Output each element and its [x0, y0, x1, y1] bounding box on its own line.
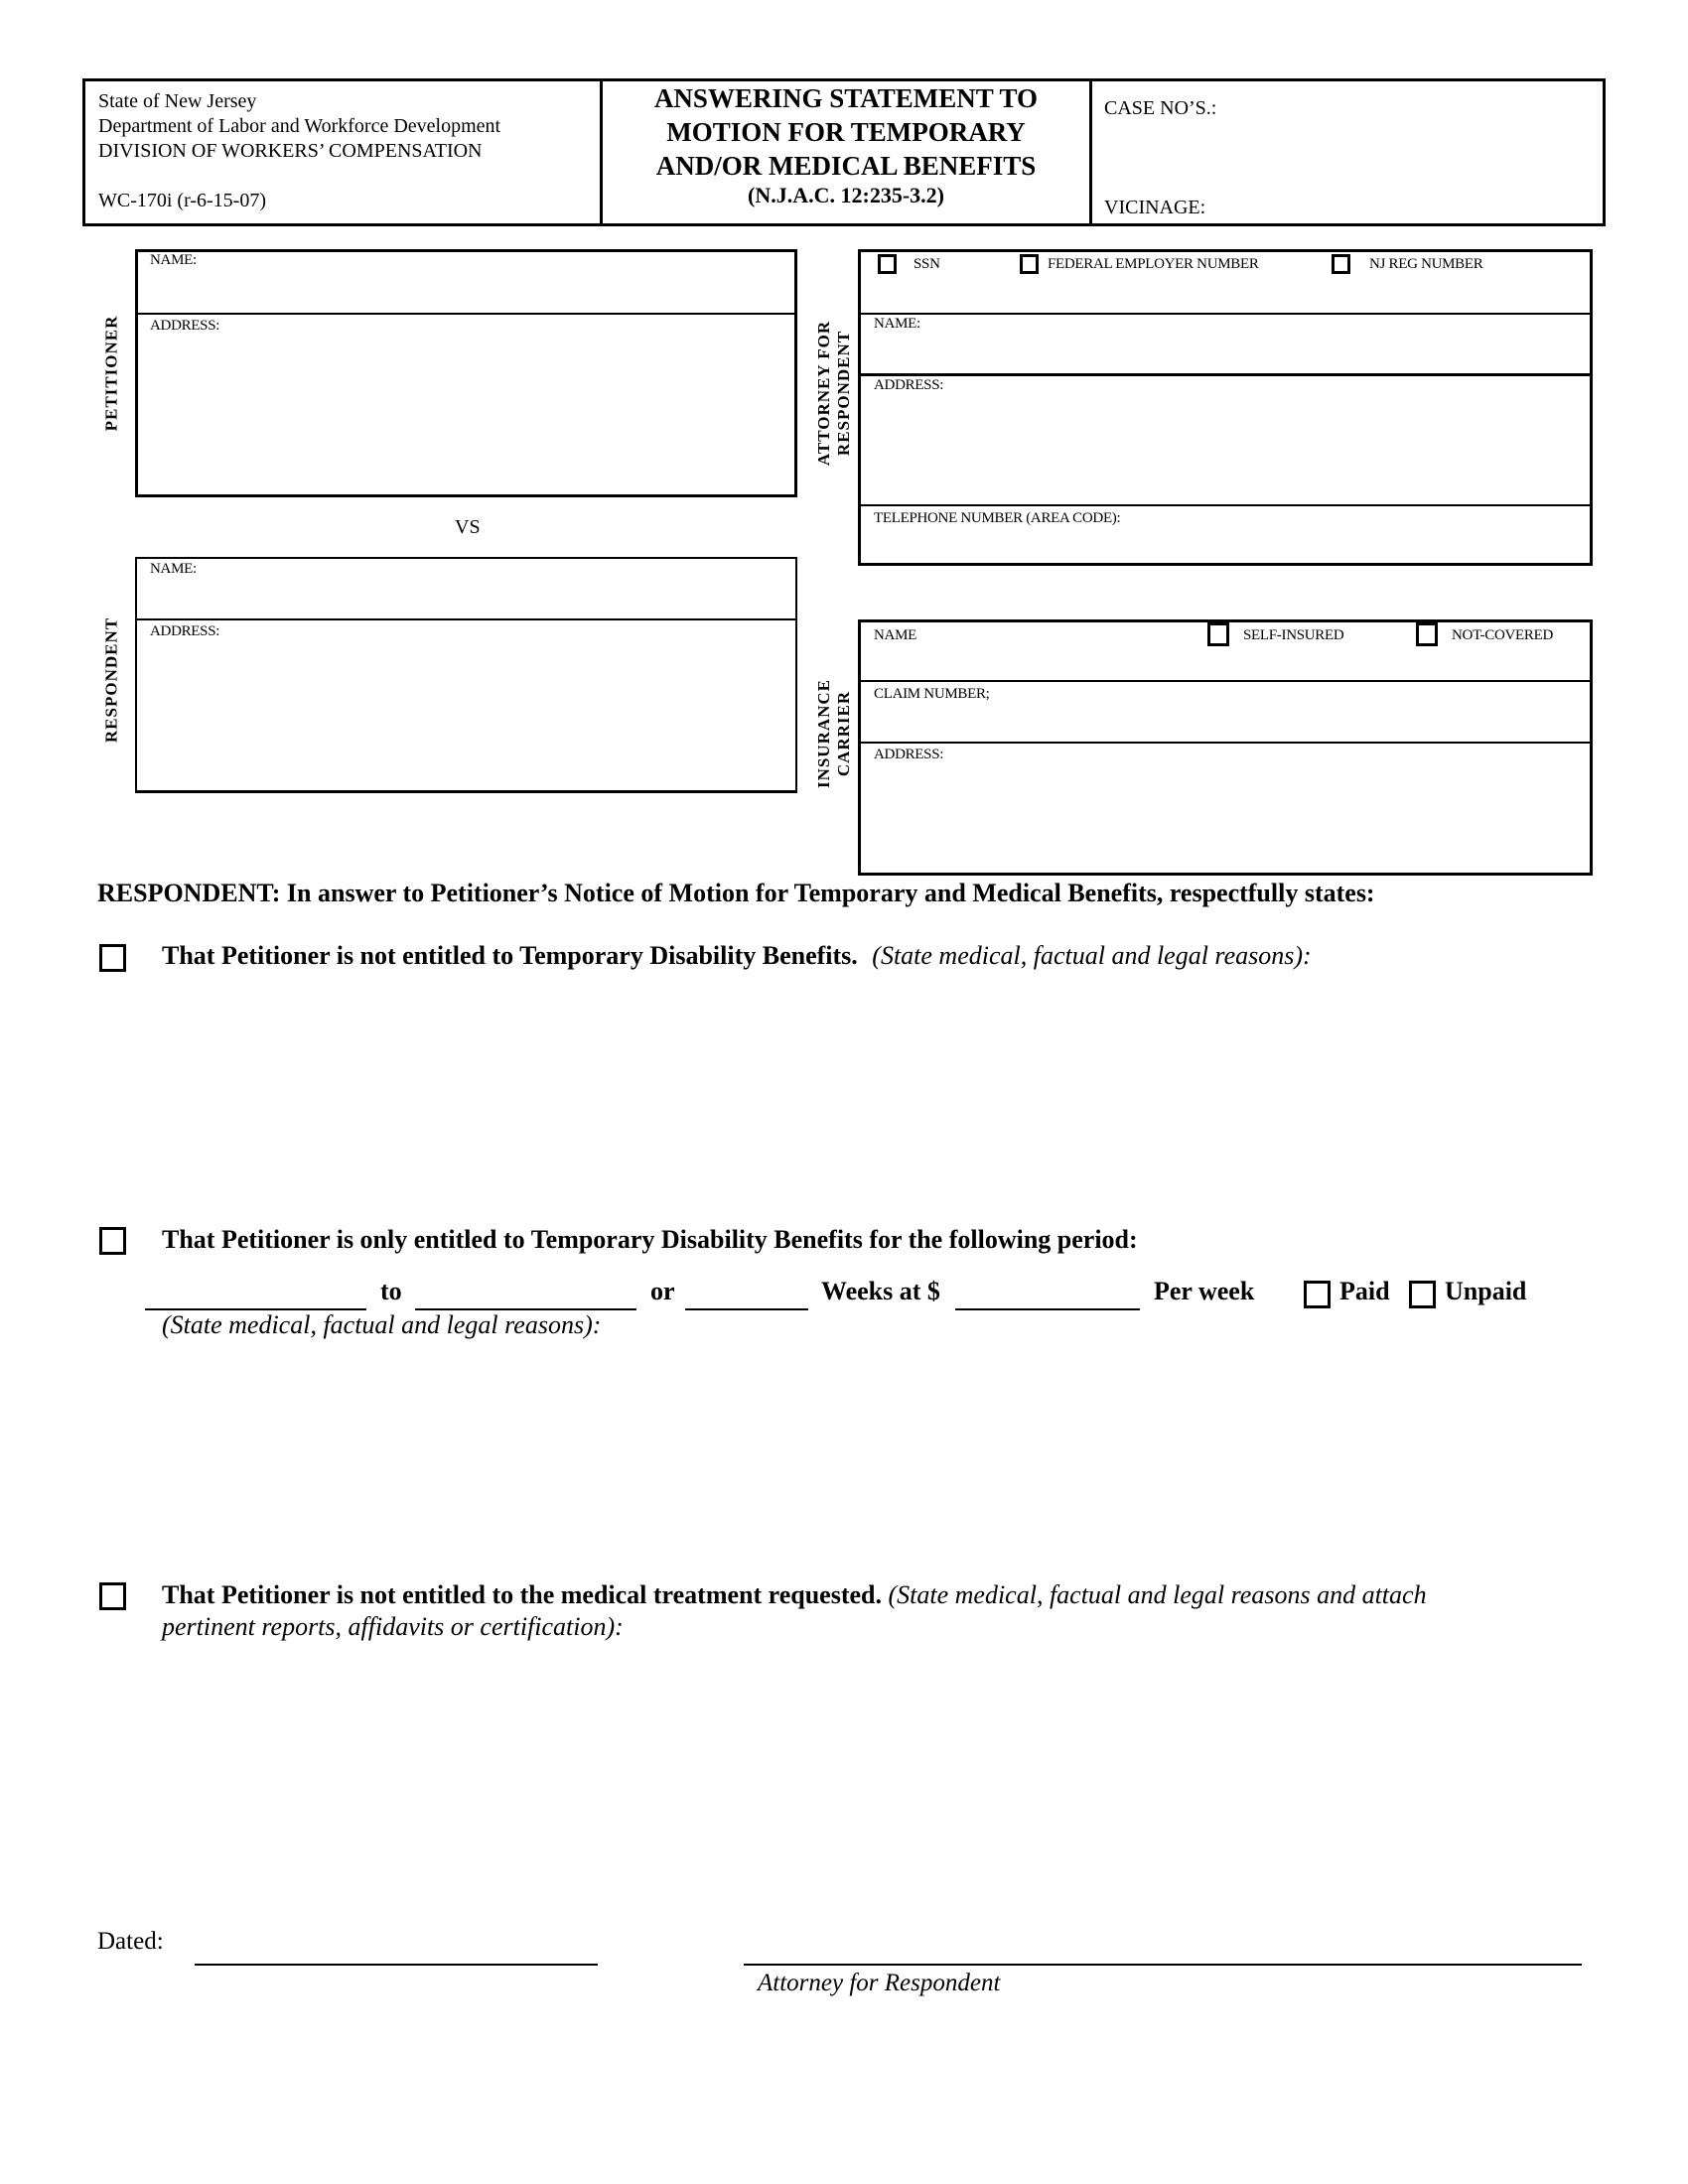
- petitioner-address-label: ADDRESS:: [150, 318, 220, 334]
- item2-reasons-input[interactable]: [162, 1350, 1576, 1572]
- petitioner-section-label: PETITIONER: [101, 315, 121, 432]
- header-divider-2: [1089, 78, 1092, 226]
- attorney-section-label: [814, 314, 854, 473]
- title-line-3: AND/OR MEDICAL BENEFITS: [655, 151, 1037, 181]
- nj-reg-number-checkbox[interactable]: [1332, 254, 1350, 274]
- form-title: [603, 81, 1089, 208]
- weekly-amount-input[interactable]: [955, 1281, 1143, 1310]
- petitioner-name-input[interactable]: [149, 274, 788, 312]
- petitioner-divider: [135, 313, 797, 315]
- case-no-input[interactable]: [1104, 124, 1595, 176]
- self-insured-checkbox[interactable]: [1207, 622, 1229, 646]
- attorney-phone-label: TELEPHONE NUMBER (AREA CODE):: [874, 510, 1121, 526]
- item2-bold: That Petitioner is only entitled to Temporary Disability Benefits for the following period:: [162, 1225, 1138, 1254]
- paid-label: Paid: [1339, 1277, 1390, 1305]
- agency-state: State of New Jersey: [98, 90, 257, 112]
- petitioner-address-input[interactable]: [149, 340, 788, 492]
- insurance-address-input[interactable]: [874, 768, 1583, 872]
- signature-caption: Attorney for Respondent: [758, 1970, 1001, 1996]
- federal-employer-number-checkbox[interactable]: [1020, 254, 1039, 274]
- insurance-label-line-1: INSURANCE: [814, 678, 833, 789]
- attorney-divider-2: [858, 373, 1593, 376]
- claim-number-input[interactable]: [874, 708, 1583, 740]
- item3-bold: That Petitioner is not entitled to the medical treatment requested.: [162, 1580, 882, 1609]
- not-entitled-temporary-checkbox[interactable]: [99, 944, 126, 972]
- paid-checkbox[interactable]: [1304, 1281, 1331, 1308]
- insurance-divider-2: [858, 742, 1593, 744]
- signature-line[interactable]: [744, 1964, 1582, 1966]
- form-number: WC-170i (r-6-15-07): [98, 190, 266, 211]
- not-entitled-medical-checkbox[interactable]: [99, 1582, 126, 1610]
- self-insured-label: SELF-INSURED: [1243, 627, 1344, 643]
- case-no-label: CASE NO’S.:: [1104, 97, 1217, 119]
- insurance-section-label: [814, 664, 854, 803]
- item1-bold: That Petitioner is not entitled to Temporary Disability Benefits.: [162, 941, 858, 970]
- not-covered-checkbox[interactable]: [1416, 622, 1438, 646]
- weeks-underline: [685, 1308, 808, 1310]
- respondent-name-input[interactable]: [149, 582, 788, 617]
- item1-italic: (State medical, factual and legal reasons):: [872, 941, 1312, 970]
- item3-text: [162, 1580, 1427, 1610]
- title-citation: (N.J.A.C. 12:235-3.2): [748, 183, 944, 207]
- not-covered-label: NOT-COVERED: [1452, 627, 1553, 643]
- attorney-divider-3: [858, 504, 1593, 506]
- item3-italic-line-2: pertinent reports, affidavits or certification):: [162, 1612, 624, 1641]
- weeks-at-label: Weeks at $: [821, 1277, 940, 1305]
- period-to-input[interactable]: [415, 1281, 639, 1310]
- attorney-id-input[interactable]: [874, 280, 1583, 312]
- vicinage-label: VICINAGE:: [1104, 197, 1206, 218]
- item3-reasons-input[interactable]: [162, 1653, 1576, 1915]
- unpaid-checkbox[interactable]: [1409, 1281, 1436, 1308]
- attorney-name-input[interactable]: [874, 338, 1583, 371]
- attorney-address-input[interactable]: [874, 399, 1583, 502]
- to-label: to: [380, 1277, 402, 1305]
- statement-intro: RESPONDENT: In answer to Petitioner’s Notice of Motion for Temporary and Medical Benefits, respectfully states:: [97, 879, 1375, 907]
- item1-text: [162, 941, 1312, 971]
- insurance-name-label: NAME: [874, 627, 916, 643]
- respondent-address-input[interactable]: [149, 645, 788, 788]
- item1-reasons-input[interactable]: [162, 988, 1576, 1200]
- attorney-name-label: NAME:: [874, 316, 920, 332]
- federal-employer-number-label: FEDERAL EMPLOYER NUMBER: [1048, 256, 1259, 272]
- agency-department: Department of Labor and Workforce Development: [98, 115, 501, 137]
- title-line-2: MOTION FOR TEMPORARY: [666, 117, 1026, 147]
- title-line-1: ANSWERING STATEMENT TO: [653, 83, 1039, 113]
- insurance-address-label: ADDRESS:: [874, 747, 944, 762]
- vs-label: VS: [455, 516, 481, 538]
- item2-italic: (State medical, factual and legal reasons):: [162, 1310, 602, 1339]
- dated-line: [195, 1964, 598, 1966]
- vicinage-input[interactable]: [1216, 192, 1598, 223]
- or-label: or: [650, 1277, 675, 1305]
- petitioner-name-label: NAME:: [150, 252, 197, 268]
- attorney-divider-1: [858, 313, 1593, 315]
- agency-block: [98, 89, 500, 164]
- respondent-address-label: ADDRESS:: [150, 623, 220, 639]
- attorney-phone-input[interactable]: [874, 532, 1583, 564]
- dated-input[interactable]: [195, 1932, 601, 1964]
- claim-number-label: CLAIM NUMBER;: [874, 686, 990, 702]
- insurance-divider-1: [858, 680, 1593, 682]
- agency-division: DIVISION OF WORKERS’ COMPENSATION: [98, 140, 483, 162]
- item3-italic-line-1: (State medical, factual and legal reasons and attach: [888, 1580, 1427, 1609]
- insurance-label-line-2: CARRIER: [834, 690, 853, 777]
- ssn-checkbox[interactable]: [878, 254, 897, 274]
- weekly-amount-underline: [955, 1308, 1140, 1310]
- attorney-address-label: ADDRESS:: [874, 377, 944, 393]
- unpaid-label: Unpaid: [1445, 1277, 1527, 1305]
- weeks-input[interactable]: [685, 1281, 811, 1310]
- limited-temporary-checkbox[interactable]: [99, 1227, 126, 1255]
- attorney-label-line-2: RESPONDENT: [834, 330, 853, 457]
- attorney-label-line-1: ATTORNEY FOR: [814, 320, 833, 467]
- respondent-section-label: RESPONDENT: [101, 616, 121, 744]
- per-week-label: Per week: [1154, 1277, 1255, 1305]
- nj-reg-number-label: NJ REG NUMBER: [1369, 256, 1483, 272]
- respondent-name-label: NAME:: [150, 561, 197, 577]
- dated-label: Dated:: [97, 1928, 164, 1955]
- period-from-input[interactable]: [145, 1281, 369, 1310]
- ssn-label: SSN: [914, 256, 940, 272]
- insurance-name-input[interactable]: [874, 649, 1573, 679]
- respondent-divider: [135, 618, 797, 620]
